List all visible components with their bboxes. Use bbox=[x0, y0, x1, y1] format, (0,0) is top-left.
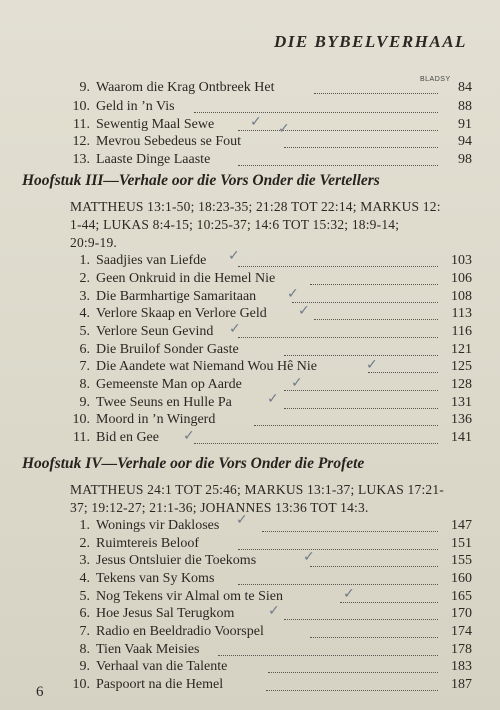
entry-number: 10. bbox=[72, 99, 90, 114]
entry-title: Verhaal van die Talente bbox=[96, 659, 228, 674]
dot-leader bbox=[194, 443, 438, 444]
entry-title: Laaste Dinge Laaste bbox=[96, 152, 211, 167]
entry-number: 9. bbox=[79, 659, 90, 674]
entry-page: 165 bbox=[451, 589, 472, 604]
dot-leader bbox=[284, 147, 438, 148]
dot-leader bbox=[268, 672, 438, 673]
toc-entry bbox=[70, 536, 472, 553]
entry-title: Jesus Ontsluier die Toekoms bbox=[96, 553, 257, 568]
toc-entry bbox=[70, 152, 472, 169]
entry-number: 2. bbox=[79, 536, 90, 551]
entry-title: Radio en Beeldradio Voorspel bbox=[96, 624, 264, 639]
entry-number: 2. bbox=[79, 271, 90, 286]
check-mark-icon: ✓ bbox=[287, 286, 299, 302]
entry-number: 3. bbox=[79, 289, 90, 304]
entry-number: 12. bbox=[72, 134, 90, 149]
entry-number: 6. bbox=[79, 342, 90, 357]
entry-title: Die Barmhartige Samaritaan bbox=[96, 289, 257, 304]
toc-entry bbox=[70, 430, 472, 447]
check-mark-icon: ✓ bbox=[229, 321, 241, 337]
entry-page: 187 bbox=[451, 677, 472, 692]
entry-number: 4. bbox=[79, 571, 90, 586]
check-mark-icon: ✓ bbox=[250, 114, 262, 130]
entry-number: 10. bbox=[72, 412, 90, 427]
entry-page: 84 bbox=[458, 80, 472, 95]
toc-entry bbox=[70, 253, 472, 270]
entry-title: Twee Seuns en Hulle Pa bbox=[96, 395, 232, 410]
entry-title: Verlore Skaap en Verlore Geld bbox=[96, 306, 267, 321]
entry-title: Gemeenste Man op Aarde bbox=[96, 377, 242, 392]
entry-title: Geld in ’n Vis bbox=[96, 99, 175, 114]
toc-entry bbox=[70, 306, 472, 323]
check-mark-icon: ✓ bbox=[303, 549, 315, 565]
entry-number: 5. bbox=[79, 589, 90, 604]
toc-entry bbox=[70, 642, 472, 659]
entry-title: Nog Tekens vir Almal om te Sien bbox=[96, 589, 283, 604]
entry-title: Moord in ’n Wingerd bbox=[96, 412, 216, 427]
entry-number: 8. bbox=[79, 642, 90, 657]
check-mark-icon: ✓ bbox=[183, 428, 195, 444]
entry-title: Tekens van Sy Koms bbox=[96, 571, 215, 586]
check-mark-icon: ✓ bbox=[228, 248, 240, 264]
dot-leader bbox=[254, 425, 438, 426]
toc-entry bbox=[70, 80, 472, 97]
entry-number: 1. bbox=[79, 518, 90, 533]
entry-page: 178 bbox=[451, 642, 472, 657]
dot-leader bbox=[368, 372, 438, 373]
entry-number: 7. bbox=[79, 359, 90, 374]
entry-title: Waarom die Krag Ontbreek Het bbox=[96, 80, 275, 95]
entry-page: 113 bbox=[451, 306, 472, 321]
check-mark-icon: ✓ bbox=[267, 391, 279, 407]
toc-entry bbox=[70, 342, 472, 359]
dot-leader bbox=[266, 690, 438, 691]
entry-page: 155 bbox=[451, 553, 472, 568]
dot-leader bbox=[284, 619, 438, 620]
dot-leader bbox=[284, 355, 438, 356]
dot-leader bbox=[284, 408, 438, 409]
running-header: DIE BYBELVERHAAL bbox=[274, 32, 467, 51]
dot-leader bbox=[292, 302, 438, 303]
entry-page: 174 bbox=[451, 624, 472, 639]
toc-entry bbox=[70, 324, 472, 341]
entry-page: 103 bbox=[451, 253, 472, 268]
entry-page: 136 bbox=[451, 412, 472, 427]
check-mark-icon: ✓ bbox=[343, 586, 355, 602]
chapter-heading: Hoofstuk III—Verhale oor die Vors Onder die Vertellers bbox=[22, 172, 380, 189]
dot-leader bbox=[314, 93, 438, 94]
entry-number: 10. bbox=[72, 677, 90, 692]
entry-number: 3. bbox=[79, 553, 90, 568]
toc-entry bbox=[70, 99, 472, 116]
entry-page: 170 bbox=[451, 606, 472, 621]
entry-title: Tien Vaak Meisies bbox=[96, 642, 200, 657]
toc-entry bbox=[70, 412, 472, 429]
reference-line: 20:9-19. bbox=[70, 235, 117, 250]
entry-page: 131 bbox=[451, 395, 472, 410]
entry-number: 9. bbox=[79, 395, 90, 410]
entry-number: 13. bbox=[72, 152, 90, 167]
check-mark-icon: ✓ bbox=[366, 357, 378, 373]
scripture-references bbox=[70, 198, 475, 252]
entry-page: 183 bbox=[451, 659, 472, 674]
dot-leader bbox=[194, 112, 438, 113]
dot-leader bbox=[284, 390, 438, 391]
entry-page: 121 bbox=[451, 342, 472, 357]
dot-leader bbox=[238, 130, 438, 131]
entry-page: 141 bbox=[451, 430, 472, 445]
check-mark-icon: ✓ bbox=[291, 375, 303, 391]
entry-title: Paspoort na die Hemel bbox=[96, 677, 224, 692]
entry-title: Die Aandete wat Niemand Wou Hê Nie bbox=[96, 359, 317, 374]
entry-page: 98 bbox=[458, 152, 472, 167]
reference-line: 37; 19:12-27; 21:1-36; JOHANNES 13:36 TOT 14:3. bbox=[70, 500, 369, 515]
dot-leader bbox=[238, 337, 438, 338]
toc-entry bbox=[70, 677, 472, 694]
entry-number: 5. bbox=[79, 324, 90, 339]
entry-page: 116 bbox=[451, 324, 472, 339]
check-mark-icon: ✓ bbox=[268, 603, 280, 619]
entry-page: 94 bbox=[458, 134, 472, 149]
toc-entry bbox=[70, 289, 472, 306]
entry-title: Sewentig Maal Sewe bbox=[96, 117, 215, 132]
entry-number: 7. bbox=[79, 624, 90, 639]
page-column-label: BLADSY bbox=[420, 76, 451, 83]
entry-number: 9. bbox=[79, 80, 90, 95]
entry-page: 125 bbox=[451, 359, 472, 374]
toc-entry bbox=[70, 134, 472, 151]
entry-number: 11. bbox=[73, 430, 90, 445]
toc-entry bbox=[70, 624, 472, 641]
check-mark-icon: ✓ bbox=[236, 512, 248, 528]
toc-entry bbox=[70, 518, 472, 535]
toc-entry bbox=[70, 117, 472, 134]
entry-page: 147 bbox=[451, 518, 472, 533]
dot-leader bbox=[238, 266, 438, 267]
entry-page: 128 bbox=[451, 377, 472, 392]
check-mark-icon: ✓ bbox=[298, 303, 310, 319]
entry-title: Die Bruilof Sonder Gaste bbox=[96, 342, 239, 357]
entry-page: 108 bbox=[451, 289, 472, 304]
check-mark-icon: ✓ bbox=[278, 121, 290, 137]
reference-line: MATTHEUS 13:1-50; 18:23-35; 21:28 TOT 22:14; MARKUS 12: bbox=[70, 199, 441, 214]
entry-title: Saadjies van Liefde bbox=[96, 253, 207, 268]
entry-title: Verlore Seun Gevind bbox=[96, 324, 214, 339]
entry-number: 1. bbox=[79, 253, 90, 268]
entry-page: 88 bbox=[458, 99, 472, 114]
entry-page: 160 bbox=[451, 571, 472, 586]
reference-line: MATTHEUS 24:1 TOT 25:46; MARKUS 13:1-37; LUKAS 17:21- bbox=[70, 482, 444, 497]
toc-entry bbox=[70, 659, 472, 676]
dot-leader bbox=[314, 319, 438, 320]
dot-leader bbox=[238, 549, 438, 550]
dot-leader bbox=[262, 531, 438, 532]
page-number: 6 bbox=[36, 684, 44, 700]
dot-leader bbox=[310, 637, 438, 638]
entry-page: 91 bbox=[458, 117, 472, 132]
dot-leader bbox=[238, 165, 438, 166]
toc-entry bbox=[70, 359, 472, 376]
toc-entry bbox=[70, 553, 472, 570]
toc-entry bbox=[70, 271, 472, 288]
entry-title: Geen Onkruid in die Hemel Nie bbox=[96, 271, 276, 286]
dot-leader bbox=[310, 284, 438, 285]
entry-title: Ruimtereis Beloof bbox=[96, 536, 200, 551]
dot-leader bbox=[218, 655, 438, 656]
entry-title: Wonings vir Dakloses bbox=[96, 518, 220, 533]
reference-line: 1-44; LUKAS 8:4-15; 10:25-37; 14:6 TOT 15:32; 18:9-14; bbox=[70, 217, 400, 232]
toc-entry bbox=[70, 571, 472, 588]
scripture-references bbox=[70, 481, 475, 517]
entry-number: 6. bbox=[79, 606, 90, 621]
entry-number: 4. bbox=[79, 306, 90, 321]
entry-number: 8. bbox=[79, 377, 90, 392]
dot-leader bbox=[310, 566, 438, 567]
entry-page: 151 bbox=[451, 536, 472, 551]
entry-title: Hoe Jesus Sal Terugkom bbox=[96, 606, 235, 621]
chapter-heading: Hoofstuk IV—Verhale oor die Vors Onder die Profete bbox=[22, 455, 365, 472]
entry-title: Mevrou Sebedeus se Fout bbox=[96, 134, 242, 149]
dot-leader bbox=[238, 584, 438, 585]
entry-page: 106 bbox=[451, 271, 472, 286]
entry-title: Bid en Gee bbox=[96, 430, 159, 445]
entry-number: 11. bbox=[73, 117, 90, 132]
dot-leader bbox=[340, 602, 438, 603]
